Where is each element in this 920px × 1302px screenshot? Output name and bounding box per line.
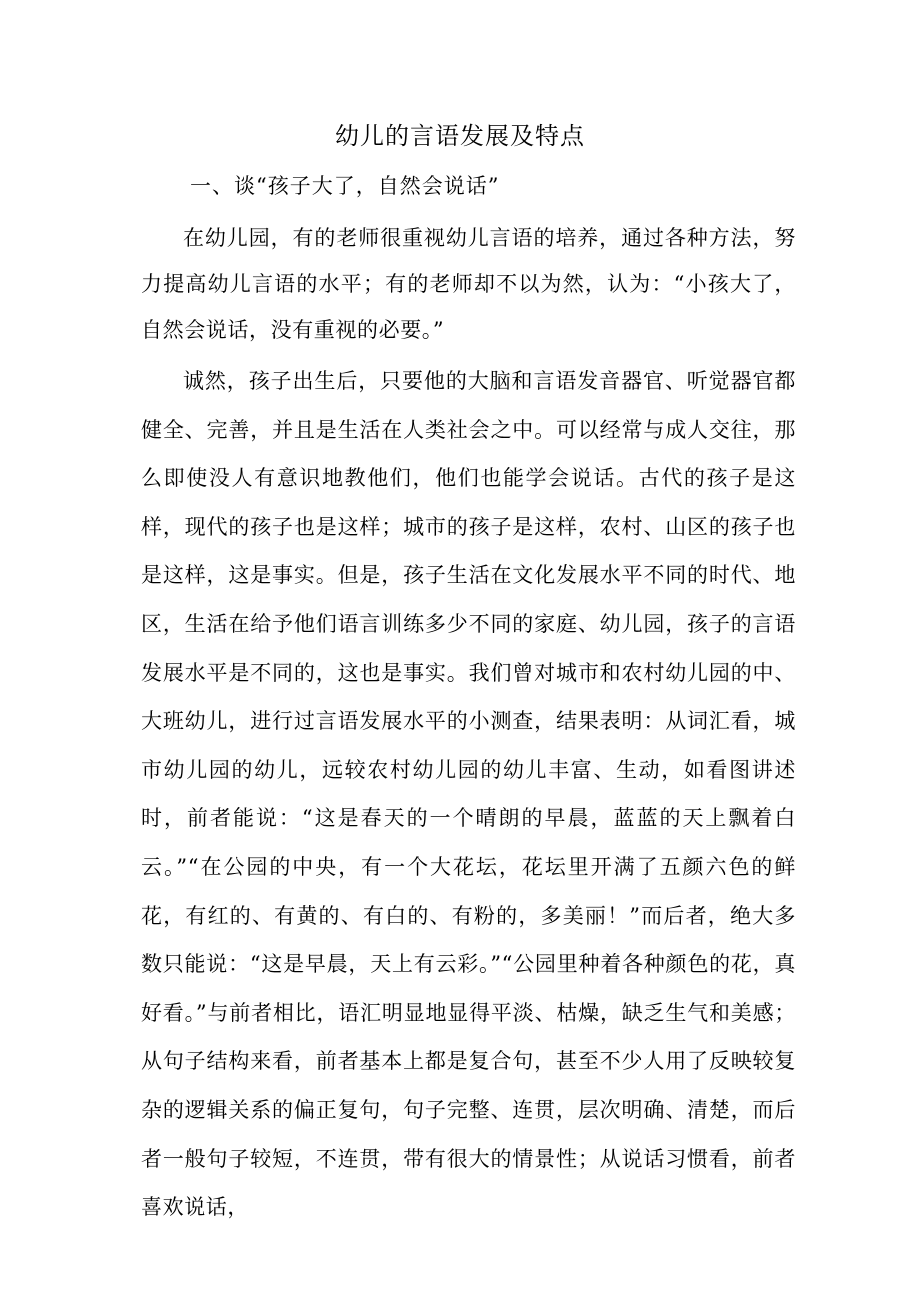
body-paragraph-2: 诚然，孩子出生后，只要他的大脑和言语发音器官、听觉器官都健全、完善，并且是生活在人类社会之中。可以经常与成人交往，那么即使没人有意识地教他们，他们也能学会说话。古代的孩子是这样，现代的孩子也是这样；城市的孩子是这样，农村、山区的孩子也是这样，这是事实。但是，孩子生活在文化发展水平不同的时代、地区，生活在给予他们语言训练多少不同的家庭、幼儿园，孩子的言语发展水平是不同的，这也是事实。我们曾对城市和农村幼儿园的中、大班幼儿，进行过言语发展水平的小测查，结果表明：从词汇看，城市幼儿园的幼儿，远较农村幼儿园的幼儿丰富、生动，如看图讲述时，前者能说：“这是春天的一个晴朗的早晨，蓝蓝的天上飘着白云。”“在公园的中央，有一个大花坛，花坛里开满了五颜六色的鲜花，有红的、有黄的、有白的、有粉的，多美丽！”而后者，绝大多数只能说：“这是早晨，天上有云彩。”“公园里种着各种颜色的花，真好看。”与前者相比，语汇明显地显得平淡、枯燥，缺乏生气和美感；从句子结构来看，前者基本上都是复合句，甚至不少人用了反映较复杂的逻辑关系的偏正复句，句子完整、连贯，层次明确、清楚，而后者一般句子较短，不连贯，带有很大的情景性；从说话习惯看，前者喜欢说话， [141, 369, 796, 1220]
section-heading: 一、谈“孩子大了，自然会说话” [190, 174, 500, 198]
body-paragraph-1: 在幼儿园，有的老师很重视幼儿言语的培养，通过各种方法，努力提高幼儿言语的水平；有的老师却不以为然，认为：“小孩大了，自然会说话，没有重视的必要。” [141, 226, 796, 342]
document-title: 幼儿的言语发展及特点 [335, 122, 585, 150]
